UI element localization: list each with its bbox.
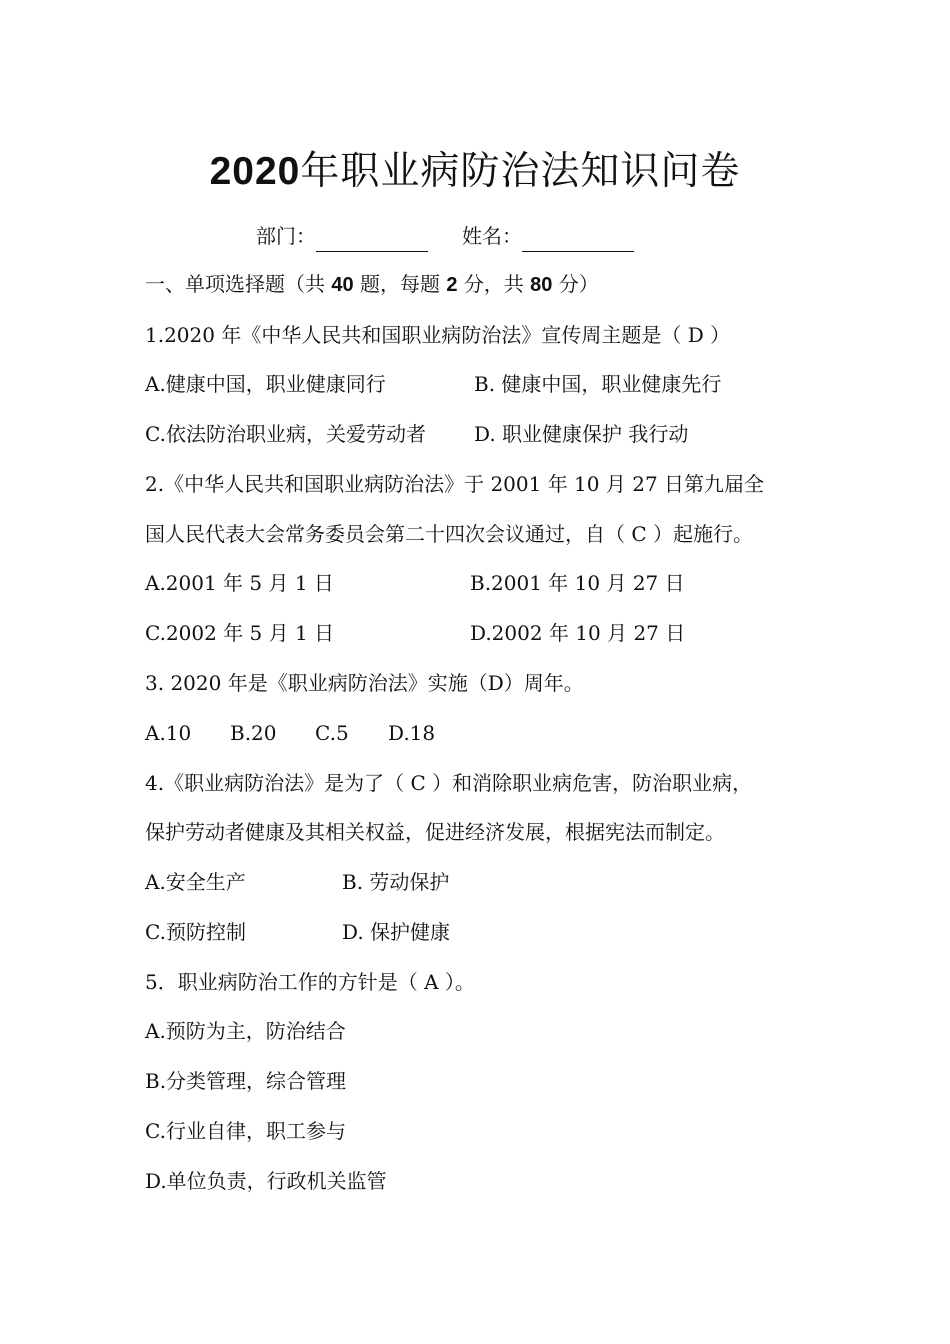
question-5-option-a: A.预防为主，防治结合: [145, 1019, 346, 1043]
question-5-option-c: C.行业自律，职工参与: [145, 1119, 346, 1143]
section-mid1: 题，每题: [359, 272, 440, 296]
question-5-text: 5．职业病防治工作的方针是（ A ）。: [145, 970, 475, 994]
question-1-option-a: A.健康中国，职业健康同行: [145, 372, 386, 396]
title-year: 2020: [209, 150, 301, 193]
question-2-option-b: B.2001 年 10 月 27 日: [470, 571, 685, 595]
question-3-text: 3. 2020 年是《职业病防治法》实施（D）周年。: [145, 671, 584, 695]
question-2-option-d: D.2002 年 10 月 27 日: [470, 621, 686, 645]
question-1-option-c: C.依法防治职业病，关爱劳动者: [145, 422, 426, 446]
title-text: 年职业病防治法知识问卷: [300, 149, 741, 194]
question-2-option-a: A.2001 年 5 月 1 日: [145, 571, 334, 595]
question-5-option-d: D.单位负责，行政机关监管: [145, 1169, 387, 1193]
department-label: 部门：: [256, 224, 316, 248]
question-4-option-c: C.预防控制: [145, 920, 246, 944]
section-count: 40: [331, 274, 354, 296]
question-3-option-a: A.10: [145, 721, 192, 745]
section-suffix: 分）: [558, 272, 599, 296]
question-1-option-d: D. 职业健康保护 我行动: [474, 422, 689, 446]
question-4-option-b: B. 劳动保护: [342, 870, 450, 894]
question-3-option-b: B.20: [230, 721, 277, 745]
question-4-option-d: D. 保护健康: [342, 920, 451, 944]
question-2-text-line-2: 国人民代表大会常务委员会第二十四次会议通过，自（ C ）起施行。: [145, 522, 754, 546]
section-per: 2: [446, 274, 458, 296]
question-4-option-a: A.安全生产: [145, 870, 246, 894]
question-3-option-d: D.18: [388, 721, 436, 745]
question-4-text-line-2: 保护劳动者健康及其相关权益，促进经济发展，根据宪法而制定。: [145, 820, 725, 844]
question-3-option-c: C.5: [315, 721, 349, 745]
name-label: 姓名：: [462, 224, 522, 248]
section-mid2: 分，共: [463, 272, 524, 296]
name-blank[interactable]: [522, 225, 634, 252]
question-1-text: 1.2020 年《中华人民共和国职业病防治法》宣传周主题是（ D ）: [145, 323, 731, 347]
section-prefix: 一、单项选择题（共: [145, 272, 325, 296]
department-blank[interactable]: [316, 225, 428, 252]
section-heading: [145, 268, 599, 301]
section-total: 80: [530, 274, 553, 296]
question-4-text-line-1: 4.《职业病防治法》是为了（ C ）和消除职业病危害，防治职业病，: [145, 771, 753, 795]
respondent-fields: [256, 220, 668, 252]
page-title: [0, 146, 950, 198]
question-1-option-b: B. 健康中国，职业健康先行: [474, 372, 722, 396]
question-2-option-c: C.2002 年 5 月 1 日: [145, 621, 335, 645]
question-2-text-line-1: 2.《中华人民共和国职业病防治法》于 2001 年 10 月 27 日第九届全: [145, 472, 765, 496]
question-5-option-b: B.分类管理，综合管理: [145, 1069, 347, 1093]
